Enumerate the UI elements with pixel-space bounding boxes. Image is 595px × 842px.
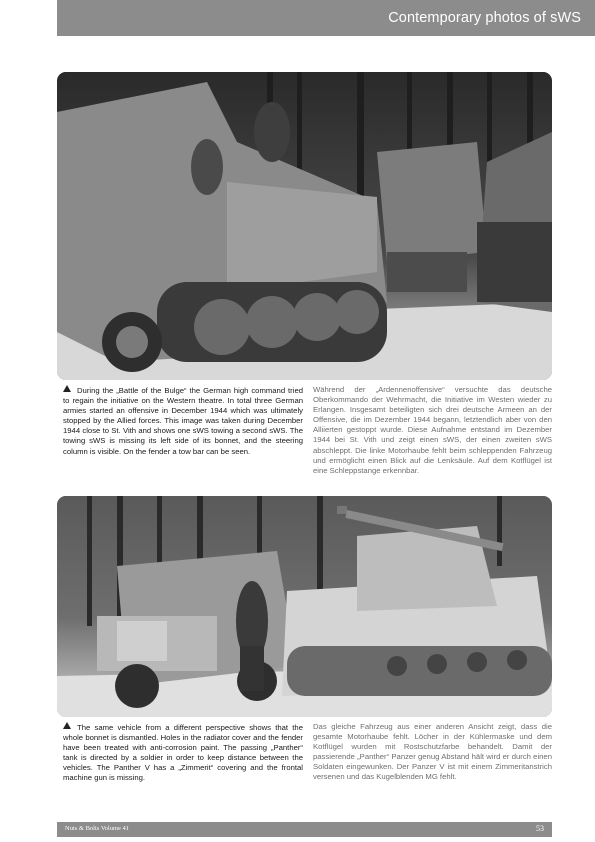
caption-english-2	[63, 722, 303, 784]
caption-pointer-icon	[63, 722, 71, 729]
photo-halftrack-towing	[57, 72, 552, 380]
caption-german-2: Das gleiche Fahrzeug aus einer anderen Ansicht zeigt, dass die gesamte Motorhaube fehlt. Löcher in der Kühlermaske und dem Kotflügel wurden mit Rostschutzfarbe behandelt. Damit der passierende „Panther“ Panzer genug Abstand hält wird er durch einen Soldaten eingewunken. Der Panzer V ist mit einem Zimmeritanstrich versenen und das Kugelblenden MG fehlt.	[313, 722, 552, 782]
caption-text: During the „Battle of the Bulge“ the German high command tried to regain the initiative on the Western theatre. In total three German armies started an offensive in December 1944 which was ultimately stopped by the Allied forces. This image was taken during December 1944 close to St. Vith and shows one sWS towing a second sWS. The towing sWS is missing its left side of its bonnet, and the steering column is visible. On the fender a tow bar can be seen.	[63, 386, 303, 456]
caption-german-1: Während der „Ardennenoffensive“ versuchte das deutsche Oberkommando der Wehrmacht, die Initiative im Westen wieder zu Erlangen. Insgesamt beteiligten sich drei deutsche Armeen an der Offensive, die im Dezember 1944 begann, letztendlich aber von den Alliierten gestoppt wurde. Diese Aufnahme entstand im Dezember 1944 bei St. Vith und zeigt einen sWS, der einen zweiten sWS abschleppt. Die linke Motorhaube fehlt beim schleppenden Fahrzeug und ermöglicht einen Blick auf die Lenksäule. Auf dem Kotflügel ist eine Schleppstange erkennbar.	[313, 385, 552, 475]
page-number: 53	[536, 824, 544, 833]
footer-publication: Nuts & Bolts Volume 41	[65, 825, 130, 832]
caption-pointer-icon	[63, 385, 71, 392]
footer-bar	[57, 822, 552, 837]
caption-text: The same vehicle from a different perspective shows that the whole bonnet is dismantled. Holes in the radiator cover and the fender have been treated with anti-corrosion paint. The passing „Panther“ tank is directed by a soldier in order to keep distance between the vehicles. The Panther V has a „Zimmerit“ covering and the frontal machine gun is missing.	[63, 723, 303, 783]
page-title: Contemporary photos of sWS	[388, 10, 581, 26]
photo-image	[57, 72, 552, 380]
header-bar	[57, 0, 595, 36]
photo-panther-passing	[57, 496, 552, 717]
caption-english-1	[63, 385, 303, 457]
photo-image	[57, 496, 552, 717]
